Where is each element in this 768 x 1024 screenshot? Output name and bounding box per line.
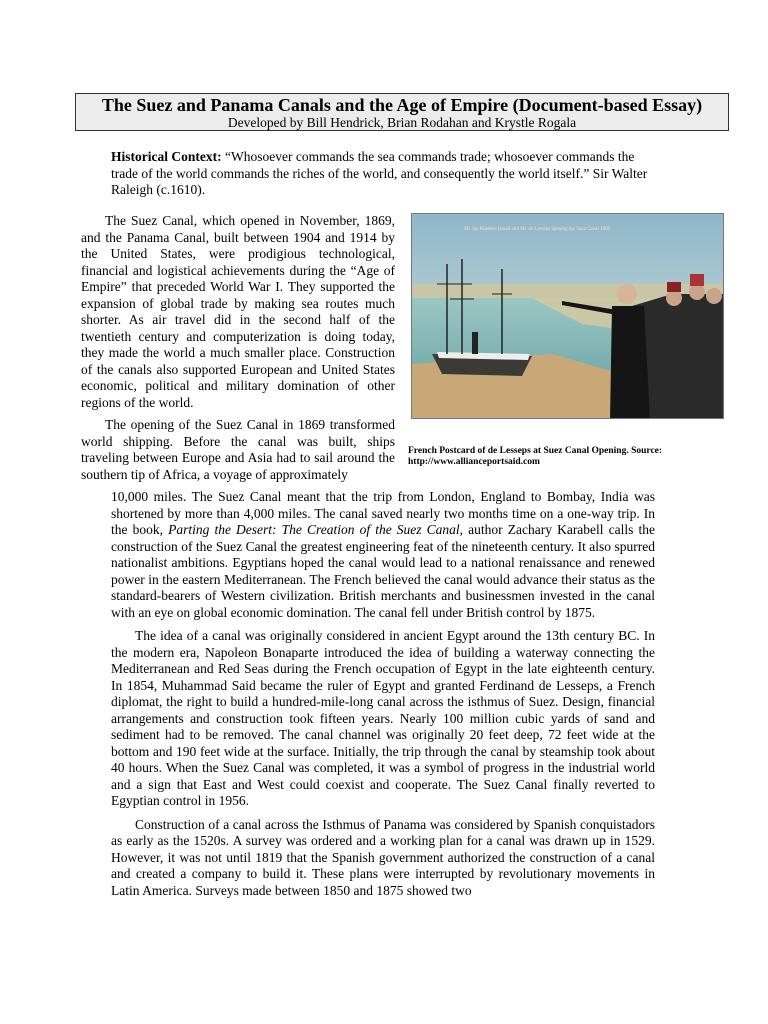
historical-context [111, 149, 651, 199]
postcard-image [411, 213, 724, 419]
paragraph-suez-continued [111, 489, 655, 621]
left-column [81, 213, 395, 489]
essay-title: The Suez and Panama Canals and the Age of Empire (Document-based Essay) [101, 95, 703, 115]
paragraph-suez-opening: The opening of the Suez Canal in 1869 transformed world shipping. Before the canal was built, ships traveling between Europe and Asia had to sail around the southern tip of Africa, a voyage of approximately [81, 417, 395, 482]
text-segment: 10,000 miles. The Suez Canal meant that the trip from London, England to Bombay, India was shortened by more than 4,000 miles. The canal saved nearly two months time on a one-way trip. In the book, [111, 489, 655, 537]
postcard-inscription: Mr. the Khedive Ismail and Mr. de Lesseps opening the Suez Canal 1869 [464, 227, 611, 232]
main-body [111, 489, 655, 906]
title-box [75, 93, 729, 131]
paragraph-panama-history: Construction of a canal across the Isthmus of Panama was considered by Spanish conquistadors as early as the 1520s. A survey was ordered and a working plan for a canal was drawn up in 1529. However, it was not until 1819 that the Spanish government authorized the construction of a canal and created a company to build it. These plans were interrupted by revolutionary movements in Latin America. Surveys made between 1850 and 1875 showed two [111, 816, 655, 898]
context-label: Historical Context: [111, 149, 222, 164]
figure-caption: French Postcard of de Lesseps at Suez Canal Opening. Source: http://www.allianceportsaid.com [408, 446, 663, 467]
paragraph-suez-history: The idea of a canal was originally considered in ancient Egypt around the 13th century BC. In the modern era, Napoleon Bonaparte introduced the idea of building a waterway connecting the Mediterranean and Red Seas during the French occupation of Egypt in the late eighteenth century. In 1854, Muhammad Said became the ruler of Egypt and granted Ferdinand de Lesseps, a French diplomat, the right to build a hundred-mile-long canal across the isthmus of Suez. Design, financial arrangements and construction took fifteen years. Nearly 100 million cubic yards of sand and sediment had to be removed. The canal channel was originally 20 feet deep, 72 feet wide at the bottom and 190 feet wide at the surface. Initially, the trip through the canal by steamship took about 40 hours. When the Suez Canal was completed, it was a symbol of progress in the industrial world and a sign that East and West could coexist and cooperate. The Suez Canal finally reverted to Egyptian control in 1956. [111, 628, 655, 808]
context-quote: “Whosoever commands the sea commands trade; whosoever commands the trade of the world commands the riches of the world, and consequently the world itself.” Sir Walter Raleigh (c.1610). [111, 149, 648, 197]
paragraph-intro: The Suez Canal, which opened in November, 1869, and the Panama Canal, built between 1904 and 1914 by the United States, were prodigious technological, financial and logistical achievements during the “Age of Empire” that preceded World War I. They supported the expansion of global trade by making sea routes much shorter. As air travel did in the second half of the twentieth century and computerization is doing today, they made the world a much smaller place. Construction of the canals also supported European and United States economic, political and military domination of other regions of the world. [81, 213, 395, 410]
essay-authors: Developed by Bill Hendrick, Brian Rodahan and Krystle Rogala [227, 115, 577, 130]
text-segment: , author Zachary Karabell calls the construction of the Suez Canal the greatest engineering feat of the nineteenth century. It also spurred nationalist ambitions. Egyptians hoped the canal would lead to a national renaissance and renewed power in the eastern Mediterranean. The French believed the canal would advance their status as the standard-bearers of Western civilization. British merchants and businessmen invested in the canal with an eye on global economic domination. The canal fell under British control by 1875. [111, 522, 655, 620]
book-title: Parting the Desert: The Creation of the Suez Canal [168, 522, 460, 537]
